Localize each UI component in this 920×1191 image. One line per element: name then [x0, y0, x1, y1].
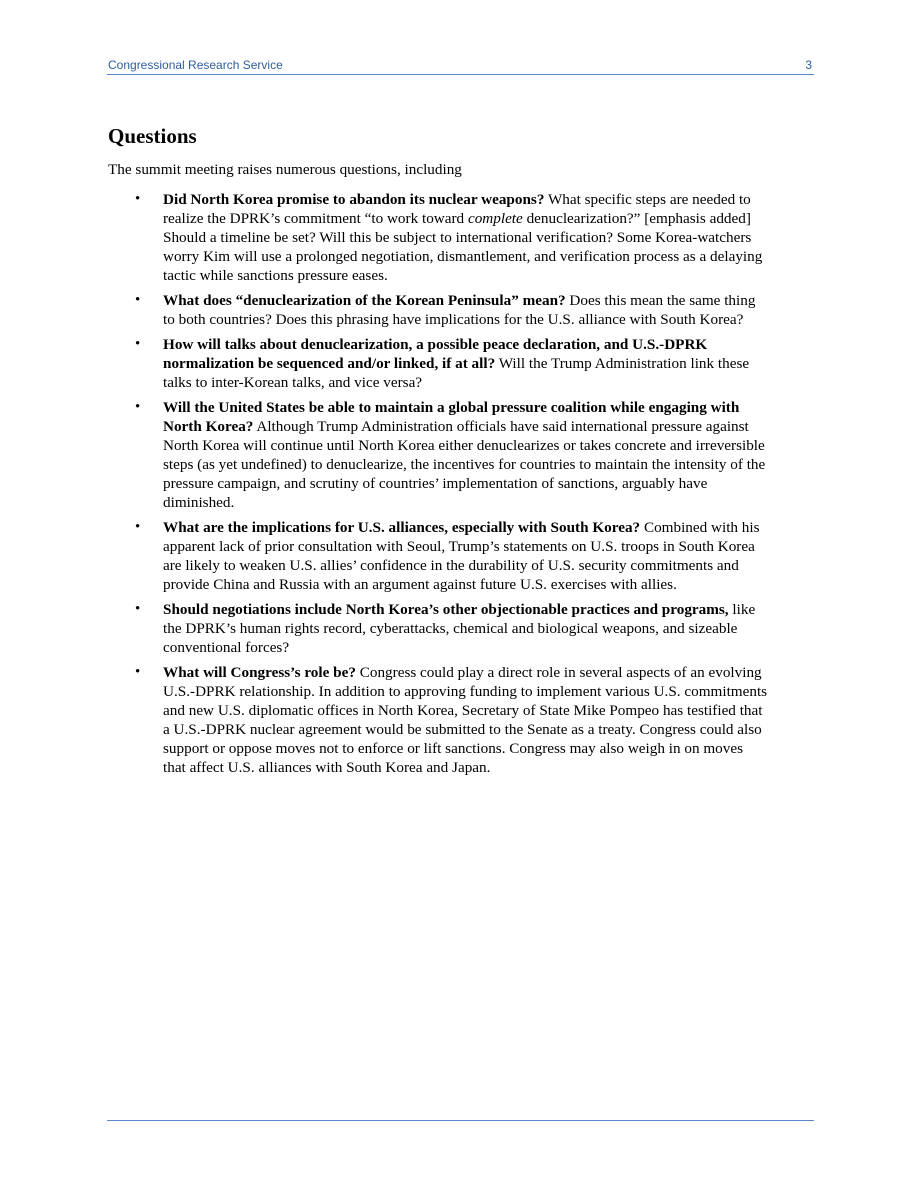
question-body: Congress could play a direct role in several aspects of an evolving U.S.-DPRK relationship. In addition to approving funding to implement various U.S. commitments and new U.S. diplomatic offices in North Korea, Secretary of State Mike Pompeo has testified that a U.S.-DPRK nuclear agreement would be submitted to the Senate as a treaty. Congress could also support or oppose moves not to enforce or lift sanctions. Congress may also weigh in on moves that affect U.S. alliances with South Korea and Japan. — [163, 664, 768, 776]
question-body: Will the Trump Administration link these talks to inter-Korean talks, and vice versa? — [163, 355, 750, 391]
list-item — [108, 518, 768, 594]
list-item — [108, 335, 768, 392]
list-item — [108, 190, 768, 285]
bullet-icon: • — [135, 601, 141, 617]
question-body: What specific steps are needed to realize the DPRK’s commitment “to work toward — [163, 191, 751, 227]
bullet-icon: • — [135, 399, 141, 415]
list-item — [108, 291, 768, 329]
bullet-icon: • — [135, 292, 141, 308]
question-body: Combined with his apparent lack of prior consultation with Seoul, Trump’s statements on U.S. troops in South Korea are likely to weaken U.S. allies’ confidence in the durability of U.S. security commitments and provide China and Russia with an argument against future U.S. exercises with allies. — [163, 519, 760, 593]
question-list — [108, 190, 768, 783]
question-body: Although Trump Administration officials have said international pressure against North Korea will continue until North Korea either denuclearizes or takes concrete and irreversible steps (as yet undefined) to denuclearize, the incentives for countries to maintain the intensity of the pressure campaign, and scrutiny of countries’ implementation of sanctions, arguably have diminished. — [163, 418, 766, 511]
question-lead: Should negotiations include North Korea’s other objectionable practices and programs, — [163, 601, 729, 618]
question-lead: Will the United States be able to maintain a global pressure coalition while engaging with North Korea? — [163, 399, 740, 435]
list-item — [108, 398, 768, 512]
question-body: like the DPRK’s human rights record, cyberattacks, chemical and biological weapons, and sizeable conventional forces? — [163, 601, 756, 656]
question-emphasis: complete — [467, 210, 523, 227]
page-header — [107, 56, 814, 75]
question-lead: What are the implications for U.S. alliances, especially with South Korea? — [163, 519, 641, 536]
question-lead: What does “denuclearization of the Korean Peninsula” mean? — [163, 292, 566, 309]
question-lead: Did North Korea promise to abandon its nuclear weapons? — [163, 191, 545, 208]
section-heading: Questions — [108, 124, 197, 148]
question-body: Does this mean the same thing to both countries? Does this phrasing have implications for the U.S. alliance with South Korea? — [163, 292, 756, 328]
list-item — [108, 600, 768, 657]
footer-rule — [107, 1120, 814, 1121]
section-intro: The summit meeting raises numerous questions, including — [108, 161, 462, 178]
list-item — [108, 663, 768, 777]
page-number: 3 — [805, 58, 812, 72]
bullet-icon: • — [135, 336, 141, 352]
question-lead: How will talks about denuclearization, a possible peace declaration, and U.S.-DPRK normalization be sequenced and/or linked, if at all? — [163, 336, 708, 372]
header-source: Congressional Research Service — [108, 58, 283, 72]
question-lead: What will Congress’s role be? — [163, 664, 356, 681]
bullet-icon: • — [135, 519, 141, 535]
bullet-icon: • — [135, 191, 141, 207]
question-body-cont: denuclearization?” [emphasis added] Should a timeline be set? Will this be subject to international verification? Some Korea-watchers worry Kim will use a prolonged negotiation, dismantlement, and verification process as a delaying tactic while sanctions pressure eases. — [163, 210, 763, 284]
bullet-icon: • — [135, 664, 141, 680]
